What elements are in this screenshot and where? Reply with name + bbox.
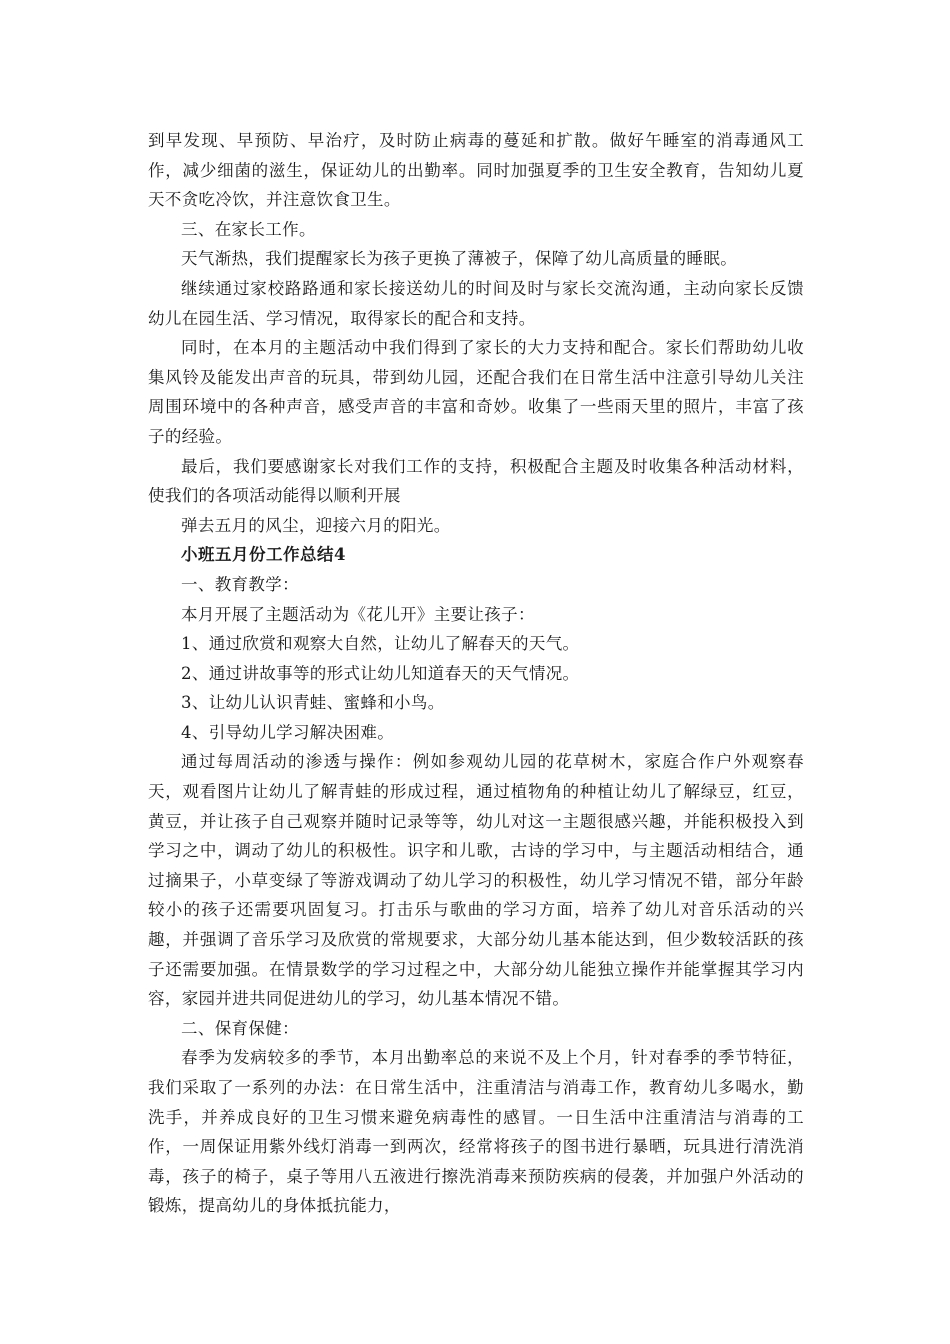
paragraph-17: 春季为发病较多的季节，本月出勤率总的来说不及上个月，针对春季的季节特征，我们采取了一系列的办法：在日常生活中，注重清洁与消毒工作，教育幼儿多喝水，勤洗手，并养成良好的卫生习惯来避免病毒性的感冒。一日生活中注重清洁与消毒的工作，一周保证用紫外线灯消毒一到两次，经常将孩子的图书进行暴晒，玩具进行清洗消毒，孩子的椅子，桌子等用八五液进行擦洗消毒来预防疾病的侵袭，并加强户外活动的锻炼，提高幼儿的身体抵抗能力， bbox=[148, 1048, 804, 1216]
section-heading-parent-work: 三、在家长工作。 bbox=[181, 219, 316, 239]
list-item-3: 3、让幼儿认识青蛙、蜜蜂和小鸟。 bbox=[181, 693, 445, 713]
section-heading-teaching: 一、教育教学： bbox=[181, 574, 299, 594]
list-item-1: 1、通过欣赏和观察大自然，让幼儿了解春天的天气。 bbox=[181, 634, 580, 654]
paragraph-6: 最后，我们要感谢家长对我们工作的支持，积极配合主题及时收集各种活动材料，使我们的各项活动能得以顺利开展 bbox=[148, 456, 804, 506]
paragraph-4: 继续通过家校路路通和家长接送幼儿的时间及时与家长交流沟通，主动向家长反馈幼儿在园生活、学习情况，取得家长的配合和支持。 bbox=[148, 278, 804, 328]
paragraph-1: 到早发现、早预防、早治疗，及时防止病毒的蔓延和扩散。做好午睡室的消毒通风工作，减少细菌的滋生，保证幼儿的出勤率。同时加强夏季的卫生安全教育，告知幼儿夏天不贪吃冷饮，并注意饮食卫生。 bbox=[148, 131, 804, 210]
paragraph-3: 天气渐热，我们提醒家长为孩子更换了薄被子，保障了幼儿高质量的睡眠。 bbox=[181, 249, 738, 269]
section-heading-health: 二、保育保健： bbox=[181, 1018, 299, 1038]
paragraph-7: 弹去五月的风尘，迎接六月的阳光。 bbox=[181, 515, 451, 535]
list-item-4: 4、引导幼儿学习解决困难。 bbox=[181, 722, 395, 742]
paragraph-15: 通过每周活动的渗透与操作：例如参观幼儿园的花草树木，家庭合作户外观察春天，观看图片让幼儿了解青蛙的形成过程，通过植物角的种植让幼儿了解绿豆，红豆，黄豆，并让孩子自己观察并随时记录等等，幼儿对这一主题很感兴趣，并能积极投入到学习之中，调动了幼儿的积极性。识字和儿歌，古诗的学习中，与主题活动相结合，通过摘果子，小草变绿了等游戏调动了幼儿学习的积极性，幼儿学习情况不错，部分年龄较小的孩子还需要巩固复习。打击乐与歌曲的学习方面，培养了幼儿对音乐活动的兴趣，并强调了音乐学习及欣赏的常规要求，大部分幼儿基本能达到，但少数较活跃的孩子还需要加强。在情景数学的学习过程之中，大部分幼儿能独立操作并能掌握其学习内容，家园并进共同促进幼儿的学习，幼儿基本情况不错。 bbox=[148, 752, 804, 1009]
document-body bbox=[148, 126, 804, 1221]
article-title: 小班五月份工作总结4 bbox=[181, 545, 346, 565]
paragraph-5: 同时，在本月的主题活动中我们得到了家长的大力支持和配合。家长们帮助幼儿收集风铃及能发出声音的玩具，带到幼儿园，还配合我们在日常生活中注意引导幼儿关注周围环境中的各种声音，感受声音的丰富和奇妙。收集了一些雨天里的照片，丰富了孩子的经验。 bbox=[148, 338, 804, 446]
paragraph-10: 本月开展了主题活动为《花儿开》主要让孩子： bbox=[181, 604, 535, 624]
list-item-2: 2、通过讲故事等的形式让幼儿知道春天的天气情况。 bbox=[181, 663, 580, 683]
